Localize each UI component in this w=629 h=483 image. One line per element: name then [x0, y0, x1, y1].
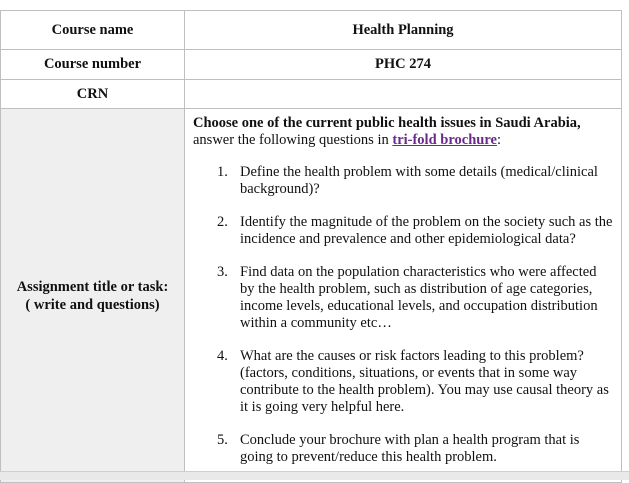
intro-bold-text: Choose one of the current public health issues in Saudi Arabia, [193, 115, 581, 131]
question-number: 2. [217, 214, 228, 230]
assignment-intro [193, 115, 615, 149]
course-name-label: Course name [1, 11, 185, 50]
course-number-value: PHC 274 [185, 50, 622, 80]
assignment-label [1, 109, 185, 483]
crn-row [1, 80, 622, 109]
question-item [185, 264, 613, 332]
question-number: 3. [217, 264, 228, 280]
question-number: 5. [217, 432, 228, 448]
question-item [185, 348, 613, 416]
question-item [185, 432, 613, 466]
assignment-content [185, 109, 622, 483]
intro-text: answer the following questions in [193, 132, 393, 148]
question-text: Conclude your brochure with plan a health program that is going to prevent/reduce this health problem. [240, 432, 580, 465]
question-number: 1. [217, 164, 228, 180]
course-name-row [1, 11, 622, 50]
question-list [185, 164, 613, 466]
question-text: Identify the magnitude of the problem on the society such as the incidence and prevalence and other epidemiological data? [240, 214, 613, 247]
question-text: Find data on the population characteristics who were affected by the health problem, such as distribution of age categories, income levels, educational levels, and occupation distribution within a community etc… [240, 264, 598, 331]
question-item [185, 214, 613, 248]
assignment-label-line2: ( write and questions) [25, 296, 160, 313]
assignment-row [1, 109, 622, 483]
question-number: 4. [217, 348, 228, 364]
crn-value [185, 80, 622, 109]
intro-colon: : [496, 132, 501, 148]
question-item [185, 164, 613, 198]
course-number-row [1, 50, 622, 80]
course-info-table [0, 10, 622, 483]
crn-label: CRN [1, 80, 185, 109]
question-text: Define the health problem with some details (medical/clinical background)? [240, 164, 598, 197]
assignment-label-line1: Assignment title or task: [16, 278, 169, 295]
course-number-label: Course number [1, 50, 185, 80]
question-text: What are the causes or risk factors leading to this problem? (factors, conditions, situations, or events that in some way contribute to the health problem). You may use causal theory as it is going very helpful here. [240, 348, 609, 415]
course-name-value: Health Planning [185, 11, 622, 50]
tri-fold-brochure-link[interactable]: tri-fold brochure [392, 132, 497, 148]
